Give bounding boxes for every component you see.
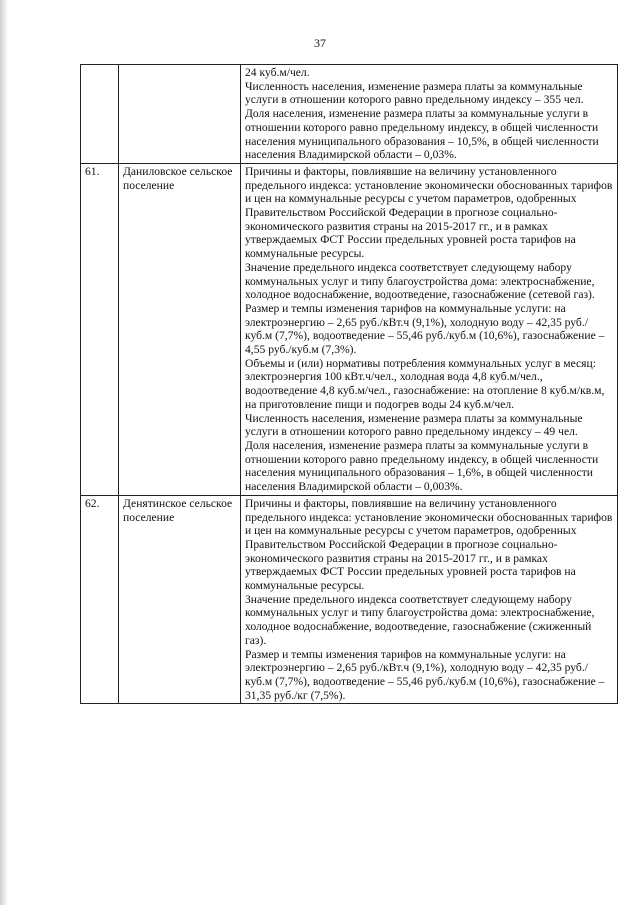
municipality-name-cell: Даниловское сельское поселение bbox=[119, 163, 241, 495]
page-number: 37 bbox=[314, 36, 326, 50]
description-cell bbox=[241, 65, 618, 164]
table-row bbox=[81, 495, 618, 704]
description-paragraph: 24 куб.м/чел. bbox=[245, 66, 310, 79]
description-cell bbox=[241, 495, 618, 704]
table-row bbox=[81, 163, 618, 495]
description-paragraph: Причины и факторы, повлиявшие на величину установленного предельного индекса: установление экономически обоснованных тарифов и цен на коммунальные ресурсы с учетом параметров, одобренных Правительством Российской Федерации в прогнозе социально-экономического развития страны на 2015-2017 гг., и в рамках утверждаемых ФСТ России предельных уровней роста тарифов на коммунальные ресурсы. bbox=[245, 496, 613, 593]
description-paragraph: Доля населения, изменение размера платы за коммунальные услуги в отношении которого равно предельному индексу, в общей численности населения муниципального образования – 1,6%, в общей численности населения Владимирской области – 0,003%. bbox=[245, 438, 599, 494]
table-row bbox=[81, 65, 618, 164]
municipality-name-cell bbox=[119, 65, 241, 164]
scan-edge-shadow bbox=[0, 0, 8, 905]
description-paragraph: Численность населения, изменение размера платы за коммунальные услуги в отношении которого равно предельному индексу – 49 чел. bbox=[245, 411, 583, 439]
description-paragraph: Размер и темпы изменения тарифов на коммунальные услуги: на электроэнергию – 2,65 руб./кВт.ч (9,1%), холодную воду – 42,35 руб./куб.м (7,7%), водоотведение – 55,46 руб./куб.м (10,6%), газоснабжение – 4,55 руб./куб.м (7,3%). bbox=[245, 301, 605, 357]
row-number-cell: 61. bbox=[81, 163, 119, 495]
description-paragraph: Значение предельного индекса соответствует следующему набору коммунальных услуг и типу благоустройства дома: электроснабжение, холодное водоснабжение, водоотведение, газоснабжение (сетевой газ). bbox=[245, 260, 595, 302]
description-paragraph: Численность населения, изменение размера платы за коммунальные услуги в отношении которого равно предельному индексу – 355 чел. bbox=[245, 79, 584, 107]
description-paragraph: Объемы и (или) нормативы потребления коммунальных услуг в месяц: электроэнергия 100 кВт.ч/чел., холодная вода 4,8 куб.м/чел., водоотведение 4,8 куб.м/чел., газоснабжение: на отопление 8 куб.м/кв.м, на приготовление пищи и подогрев воды 24 куб.м/чел. bbox=[245, 356, 605, 411]
description-paragraph: Причины и факторы, повлиявшие на величину установленного предельного индекса: установление экономически обоснованных тарифов и цен на коммунальные ресурсы с учетом параметров, одобренных Правительством Российской Федерации в прогнозе социально-экономического развития страны на 2015-2017 гг., и в рамках утверждаемых ФСТ России предельных уровней роста тарифов на коммунальные ресурсы. bbox=[245, 164, 613, 261]
row-number-cell: 62. bbox=[81, 495, 119, 704]
municipality-name-cell: Денятинское сельское поселение bbox=[119, 495, 241, 704]
indices-table bbox=[80, 64, 618, 704]
description-cell bbox=[241, 163, 618, 495]
description-paragraph: Размер и темпы изменения тарифов на коммунальные услуги: на электроэнергию – 2,65 руб./кВт.ч (9,1%), холодную воду – 42,35 руб./куб.м (7,7%), водоотведение – 55,46 руб./куб.м (10,6%), газоснабжение –31,35 руб./кг (7,5%). bbox=[245, 647, 605, 702]
row-number-cell bbox=[81, 65, 119, 164]
description-paragraph: Значение предельного индекса соответствует следующему набору коммунальных услуг и типу благоустройства дома: электроснабжение, холодное водоснабжение, водоотведение, газоснабжение (сжиженный газ). bbox=[245, 592, 595, 647]
description-paragraph: Доля населения, изменение размера платы за коммунальные услуги в отношении которого равно предельному индексу, в общей численности населения муниципального образования – 10,5%, в общей численности населения Владимирской области – 0,03%. bbox=[245, 107, 599, 162]
